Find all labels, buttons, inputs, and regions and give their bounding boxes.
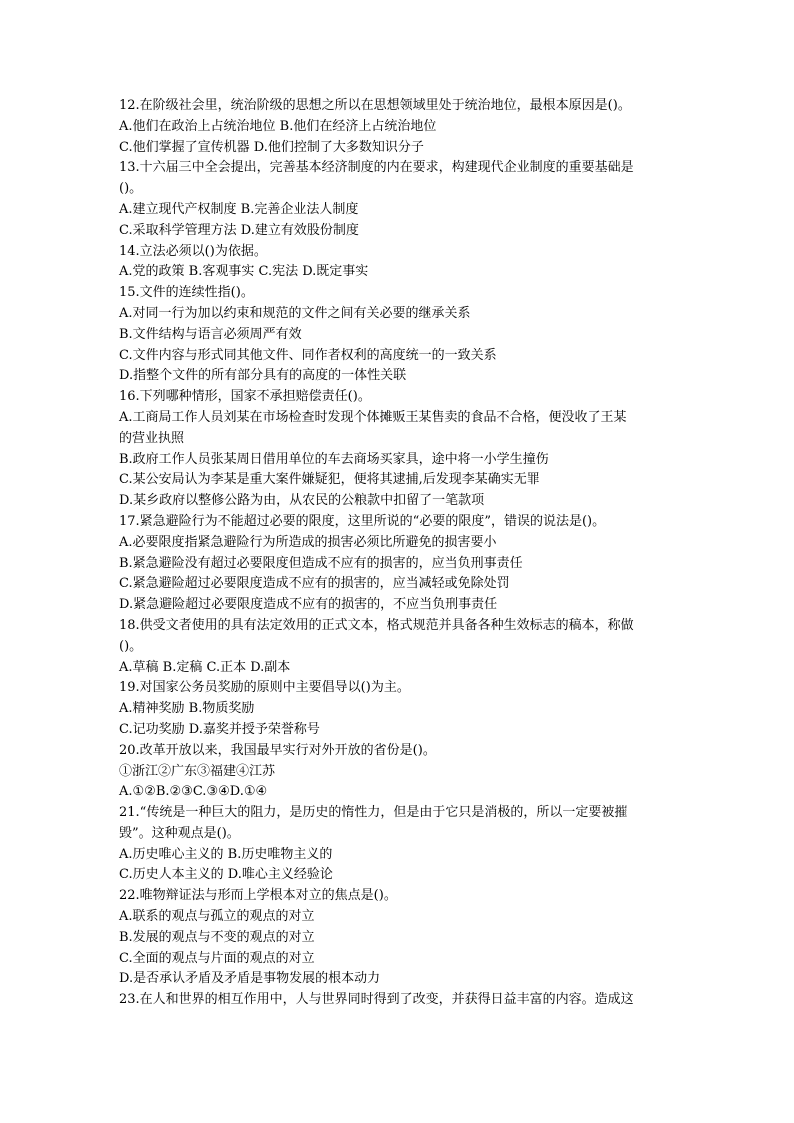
question-text-line: A.对同一行为加以约束和规范的文件之间有关必要的继承关系	[119, 305, 471, 321]
question-stem-line: 15.文件的连续性指()。	[119, 285, 254, 301]
question-stem-line: 20.改革开放以来，我国最早实行对外开放的省份是()。	[119, 742, 436, 758]
question-block	[119, 616, 679, 678]
question-text-line: C.记功奖励 D.嘉奖并授予荣誉称号	[119, 721, 320, 737]
question-block	[119, 242, 679, 284]
question-text-line: A.草稿 B.定稿 C.正本 D.副本	[119, 659, 291, 675]
question-stem-line: 13.十六届三中全会提出，完善基本经济制度的内在要求，构建现代企业制度的重要基础是	[119, 160, 634, 176]
question-block	[119, 96, 679, 158]
question-text-line: B.政府工作人员张某周日借用单位的车去商场买家具，途中将一小学生撞伤	[119, 451, 549, 467]
question-text-line: ()。	[119, 638, 143, 654]
question-text-line: B.发展的观点与不变的观点的对立	[119, 929, 315, 945]
question-stem-line: 21.“传统是一种巨大的阻力，是历史的惰性力，但是由于它只是消极的，所以一定要被摧	[119, 805, 628, 821]
question-stem-line: 16.下列哪种情形，国家不承担赔偿责任()。	[119, 389, 371, 405]
question-text-line: ①浙江②广东③福建④江苏	[119, 763, 276, 779]
question-stem-line: 19.对国家公务员奖励的原则中主要倡导以()为主。	[119, 680, 410, 696]
question-block	[119, 678, 679, 740]
question-text-line: ()。	[119, 181, 143, 197]
question-text-line: A.精神奖励 B.物质奖励	[119, 701, 255, 717]
question-text-line: A.他们在政治上占统治地位 B.他们在经济上占统治地位	[119, 118, 437, 134]
question-stem-line: 12.在阶级社会里，统治阶级的思想之所以在思想领域里处于统治地位，最根本原因是()。	[119, 98, 631, 113]
question-stem-line: 14.立法必须以()为依据。	[119, 243, 267, 259]
question-stem-line: 23.在人和世界的相互作用中，人与世界同时得到了改变，并获得日益丰富的内容。造成这	[119, 992, 634, 1008]
question-text-line: A.党的政策 B.客观事实 C.宪法 D.既定事实	[119, 264, 369, 280]
question-text-line: C.文件内容与形式同其他文件、同作者权利的高度统一的一致关系	[119, 347, 497, 363]
question-text-line: C.采取科学管理方法 D.建立有效股份制度	[119, 222, 359, 238]
question-stem-line: 22.唯物辩证法与形而上学根本对立的焦点是()。	[119, 888, 397, 904]
question-text-line: C.全面的观点与片面的观点的对立	[119, 950, 315, 966]
question-text-line: C.他们掌握了宣传机器 D.他们控制了大多数知识分子	[119, 139, 424, 155]
question-block	[119, 741, 679, 803]
question-text-line: 的营业执照	[119, 430, 185, 446]
question-block	[119, 803, 679, 886]
question-text-line: A.历史唯心主义的 B.历史唯物主义的	[119, 846, 333, 862]
question-text-line: C.某公安局认为李某是重大案件嫌疑犯，便将其逮捕,后发现李某确实无罪	[119, 472, 540, 488]
question-text-line: B.文件结构与语言必须周严有效	[119, 326, 302, 342]
question-text-line: D.紧急避险超过必要限度造成不应有的损害的，不应当负刑事责任	[119, 597, 498, 613]
question-text-line: B.紧急避险没有超过必要限度但造成不应有的损害的，应当负刑事责任	[119, 555, 523, 571]
question-block	[119, 512, 679, 616]
question-text-line: 毁”。这种观点是()。	[119, 825, 240, 841]
question-block	[119, 158, 679, 241]
question-stem-line: 17.紧急避险行为不能超过必要的限度，这里所说的“必要的限度”，错误的说法是()。	[119, 513, 606, 529]
document-page	[119, 96, 679, 1011]
question-block	[119, 283, 679, 387]
question-text-line: D.是否承认矛盾及矛盾是事物发展的根本动力	[119, 971, 381, 987]
question-text-line: A.工商局工作人员刘某在市场检查时发现个体摊贩王某售卖的食品不合格，便没收了王某	[119, 409, 627, 425]
question-block	[119, 886, 679, 990]
question-stem-line: 18.供受文者使用的具有法定效用的正式文本，格式规范并具备各种生效标志的稿本，称做	[119, 617, 634, 633]
question-text-line: A.建立现代产权制度 B.完善企业法人制度	[119, 201, 359, 217]
question-text-line: A.联系的观点与孤立的观点的对立	[119, 909, 315, 925]
question-text-line: C.历史人本主义的 D.唯心主义经验论	[119, 867, 333, 883]
question-text-line: A.必要限度指紧急避险行为所造成的损害必须比所避免的损害要小	[119, 534, 497, 550]
question-block	[119, 990, 679, 1011]
question-text-line: C.紧急避险超过必要限度造成不应有的损害的，应当减轻或免除处罚	[119, 576, 510, 592]
question-text-line: D.指整个文件的所有部分具有的高度的一体性关联	[119, 368, 407, 384]
question-block	[119, 387, 679, 512]
question-text-line: A.①②B.②③C.③④D.①④	[119, 784, 268, 800]
question-text-line: D.某乡政府以整修公路为由，从农民的公粮款中扣留了一笔款项	[119, 493, 485, 509]
